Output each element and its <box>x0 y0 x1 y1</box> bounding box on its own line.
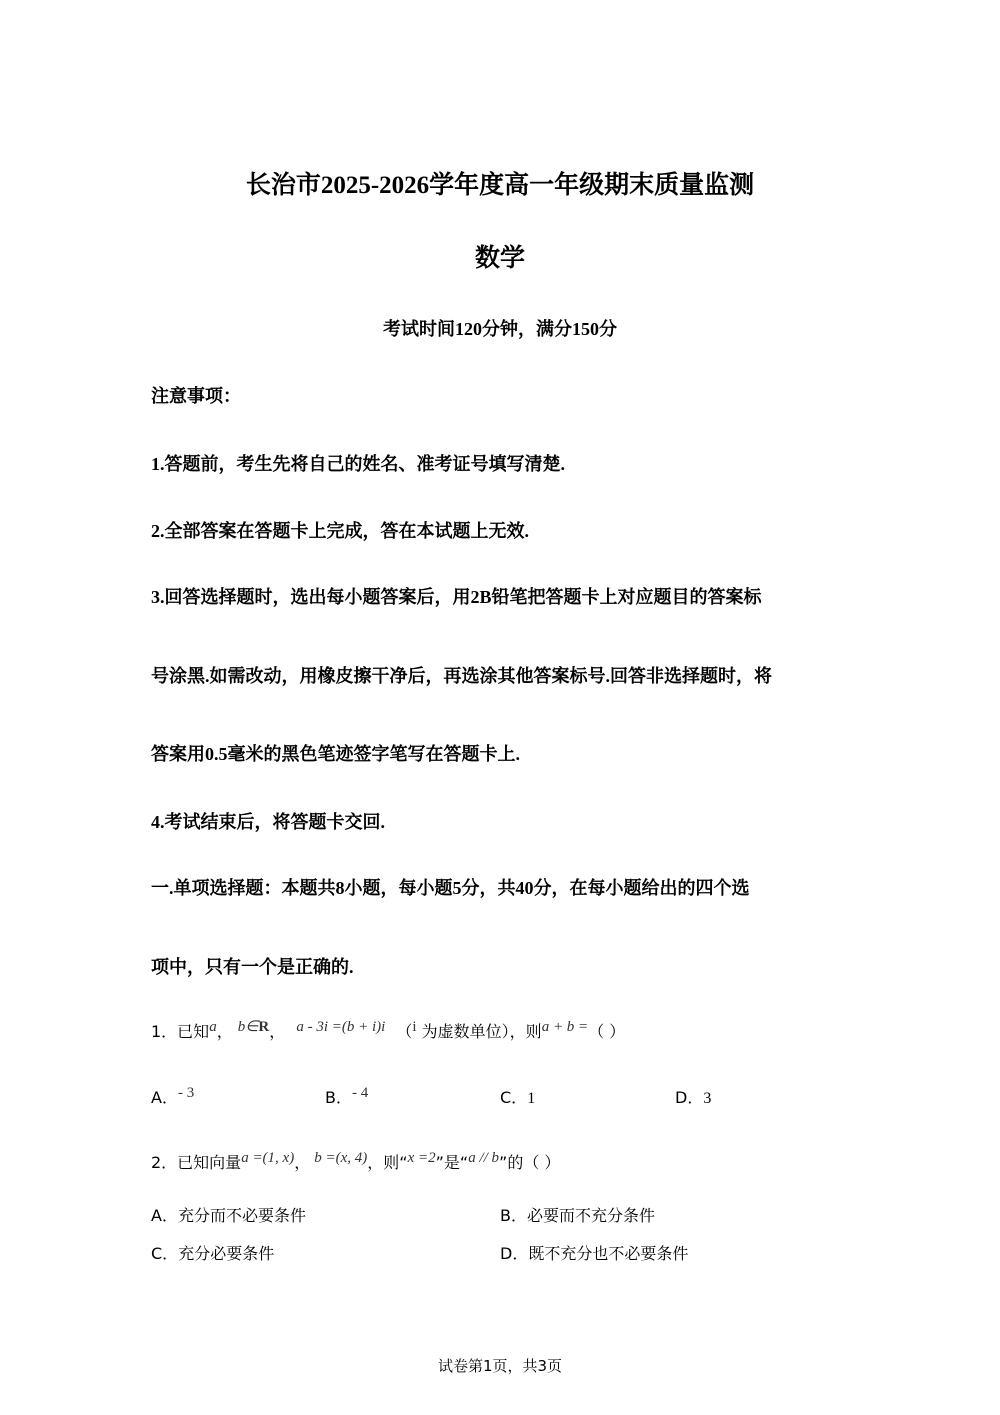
question-1-note: 为虚数单位），则 <box>416 1022 542 1041</box>
q2-option-a: A．充分而不必要条件 <box>151 1206 306 1225</box>
note-item-4: 4.考试结束后，将答题卡交回. <box>151 812 385 832</box>
question-2: 2．已知向量a =(1, x)， b =(x, 4)，则“x =2”是“a // b”的（ ） <box>151 1150 561 1172</box>
math-imaginary-unit: i <box>412 1019 417 1035</box>
answer-blank: ”的（ ） <box>499 1153 561 1172</box>
math-b-in: b∈ <box>237 1019 259 1035</box>
q2-option-d: D．既不充分也不必要条件 <box>500 1244 689 1263</box>
note-item-3-line-3: 答案用0.5毫米的黑色笔迹签字笔写在答题卡上. <box>151 744 520 764</box>
section-1-heading-line-2: 项中，只有一个是正确的. <box>151 957 354 977</box>
q1-option-c: C．1 <box>500 1088 536 1107</box>
math-equation: a - 3i =(b + i)i <box>296 1019 386 1035</box>
answer-blank: （ ） <box>588 1022 626 1041</box>
exam-title: 长治市2025-2026学年度高一年级期末质量监测 <box>245 172 755 199</box>
math-condition: x =2 <box>407 1150 436 1166</box>
math-vector-b: b =(x, 4) <box>314 1150 368 1166</box>
math-real-set: R <box>258 1019 270 1035</box>
q2-option-b: B．必要而不充分条件 <box>500 1206 655 1225</box>
note-item-2: 2.全部答案在答题卡上完成，答在本试题上无效. <box>151 521 529 541</box>
math-sum: a + b = <box>541 1019 589 1035</box>
question-1-prefix: 1．已知 <box>151 1022 210 1041</box>
math-a: a <box>209 1019 217 1035</box>
math-vector-a: a =(1, x) <box>241 1150 295 1166</box>
q1-option-d: D．3 <box>675 1088 712 1107</box>
section-1-heading-line-1: 一.单项选择题：本题共8小题，每小题5分，共40分，在每小题给出的四个选 <box>151 878 750 898</box>
subject-title: 数学 <box>474 245 525 272</box>
note-item-3-line-1: 3.回答选择题时，选出每小题答案后，用2B铅笔把答题卡上对应题目的答案标 <box>151 587 762 607</box>
note-item-1: 1.答题前，考生先将自己的姓名、准考证号填写清楚. <box>151 454 565 474</box>
notes-heading: 注意事项： <box>151 386 241 406</box>
question-2-prefix: 2．已知向量 <box>151 1153 242 1172</box>
page-footer: 试卷第1页，共3页 <box>437 1357 563 1375</box>
question-1: 1．已知a， b∈R， a - 3i =(b + i)i （i 为虚数单位），则a + b =（ ） <box>151 1019 626 1041</box>
exam-info: 考试时间120分钟，满分150分 <box>383 319 617 339</box>
q2-option-c: C．充分必要条件 <box>151 1244 275 1263</box>
q1-option-b: B．- 4 <box>325 1085 369 1107</box>
math-parallel: a // b <box>468 1150 500 1166</box>
q1-option-a: A．- 3 <box>151 1085 195 1107</box>
note-item-3-line-2: 号涂黑.如需改动，用橡皮擦干净后，再选涂其他答案标号.回答非选择题时，将 <box>151 666 772 686</box>
